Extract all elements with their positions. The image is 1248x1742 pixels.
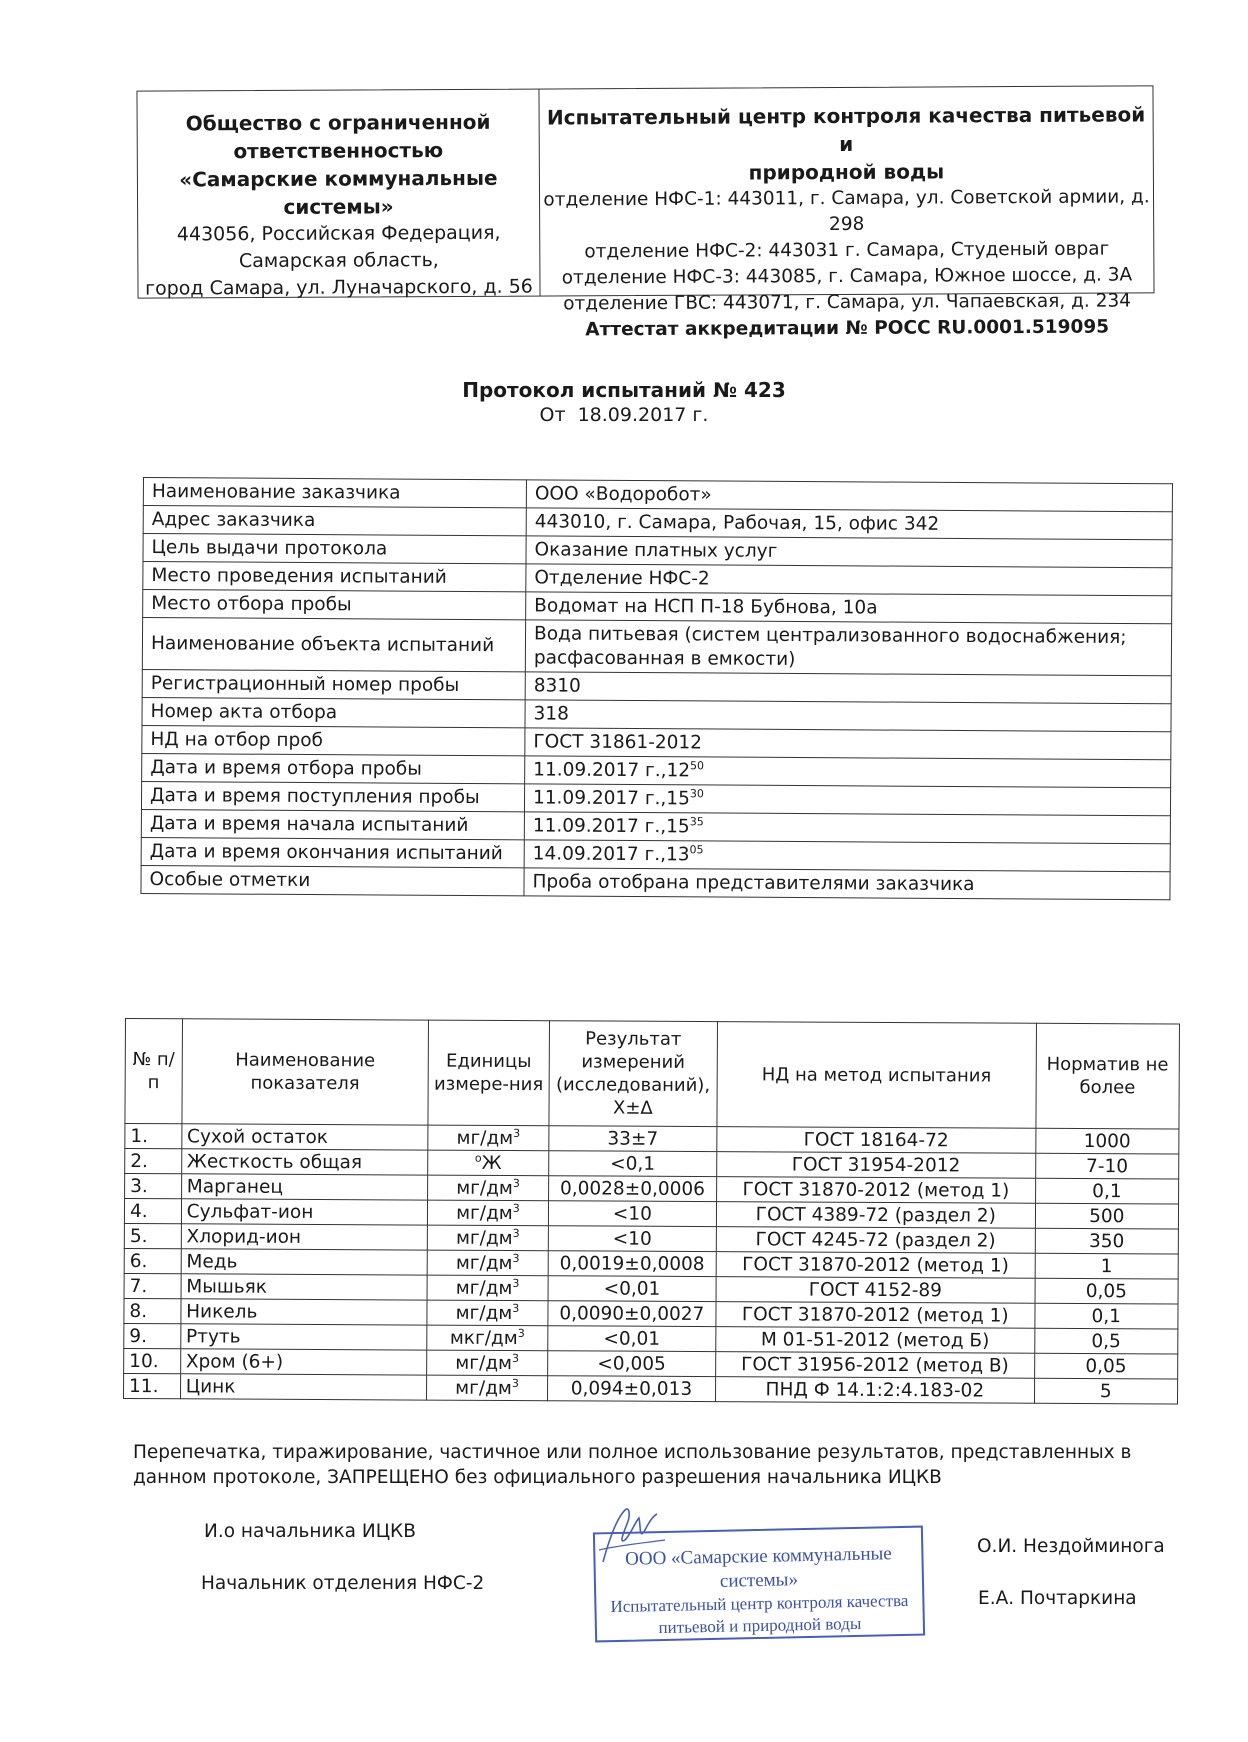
result-method: ГОСТ 4389-72 (раздел 2) [716,1202,1035,1229]
info-value [526,592,1172,624]
info-value [526,536,1172,568]
result-indicator: Медь [181,1249,428,1275]
result-norm: 0,5 [1034,1328,1178,1354]
unit-text: мг/дм [456,1177,513,1200]
lab-branch-line: 298 [828,213,865,236]
info-value-text: Оказание платных услуг [534,539,778,562]
result-unit [428,1175,549,1201]
info-value [525,756,1171,788]
date-prefix: От [539,404,566,426]
organization-stamp [593,1526,925,1643]
info-value-text: 11.09.2017 г.,15 [532,787,690,810]
result-value: 0,0090±0,0027 [548,1301,716,1327]
result-value: 33±7 [549,1126,717,1152]
result-method: ГОСТ 31870-2012 (метод 1) [716,1252,1035,1279]
info-value [524,812,1170,844]
result-norm: 0,1 [1035,1178,1179,1204]
info-key: Место отбора пробы [143,590,526,620]
result-number: 9. [124,1323,181,1348]
col-header-result: Результат измерений (исследований), Х±Δ [549,1021,718,1127]
col-header-number: № п/п [125,1019,182,1124]
result-unit [427,1300,548,1326]
result-unit [427,1375,548,1401]
result-number: 2. [125,1149,182,1174]
result-unit [428,1125,549,1151]
info-value [525,620,1171,676]
info-key: Адрес заказчика [143,506,526,536]
unit-exponent: 3 [511,1351,520,1365]
unit-text: Ж [481,1152,502,1174]
signatory-name: Е.А. Почтаркина [978,1588,1137,1609]
unit-text: мг/дм [456,1127,514,1150]
result-unit [428,1150,549,1176]
result-unit [427,1250,548,1276]
unit-text: мг/дм [455,1227,513,1250]
result-indicator: Сульфат-ион [181,1199,428,1225]
result-value: <10 [548,1226,716,1252]
org-address-line: город Самара, ул. Луначарского, д. 56 [145,275,533,300]
org-name-line: ответственностью [233,138,444,164]
result-indicator: Цинк [180,1374,427,1400]
time-minutes: 35 [689,815,704,829]
info-value [524,784,1170,816]
results-header-row [125,1019,1180,1130]
info-value-text: ООО «Водоробот» [534,483,712,506]
info-value-text: Водомат на НСП П-18 Бубнова, 10а [534,595,878,619]
unit-text: мг/дм [455,1352,513,1375]
lab-branch-line: отделение НФС-1: 443011, г. Самара, ул. Советской армии, д. [543,186,1150,211]
col-header-norm: Норматив не более [1036,1023,1180,1129]
result-number: 8. [124,1298,181,1323]
org-address-line: Самарская область, [238,249,439,273]
lab-branch-line: отделение НФС-3: 443085, г. Самара, Южное шоссе, д. 3А [561,264,1133,289]
lab-title-line: природной воды [748,159,945,185]
result-method: ПНД Ф 14.1:2:4.183-02 [715,1377,1034,1404]
results-table [123,1018,1180,1405]
result-method: М 01-51-2012 (метод Б) [716,1327,1035,1354]
unit-text: мкг/дм [449,1327,518,1350]
result-indicator: Хлорид-ион [181,1224,428,1250]
date-value: 18.09.2017 г. [577,404,709,426]
info-key: Цель выдачи протокола [143,534,526,564]
info-value [524,868,1170,900]
letterhead [136,85,1154,341]
unit-exponent: 3 [513,1126,521,1140]
info-value-text: Отделение НФС-2 [534,567,710,590]
unit-exponent: 3 [512,1301,520,1315]
result-norm: 1 [1035,1253,1179,1279]
unit-text: мг/дм [456,1202,513,1225]
unit-exponent: 3 [512,1176,520,1190]
time-minutes: 05 [689,843,704,857]
unit-exponent: 3 [511,1376,519,1390]
sample-info-table [140,477,1173,900]
result-value: 0,094±0,013 [547,1376,715,1402]
info-value-text: 318 [533,703,569,725]
info-value [526,480,1172,512]
result-number: 5. [124,1223,181,1248]
info-row [141,865,1170,899]
unit-text: мг/дм [455,1302,513,1325]
result-norm: 5 [1034,1378,1178,1404]
info-key: Номер акта отбора [142,697,525,727]
result-norm: 0,1 [1034,1303,1178,1329]
result-unit [427,1225,548,1251]
time-minutes: 50 [690,759,705,773]
result-indicator: Жесткость общая [181,1149,428,1175]
result-number: 11. [124,1373,181,1398]
accreditation: Аттестат аккредитации № РОСС RU.0001.519095 [585,316,1110,341]
info-value-text: 11.09.2017 г.,15 [532,815,690,838]
time-minutes: 30 [689,787,704,801]
info-value [524,840,1170,872]
info-key: Наименование заказчика [143,478,526,508]
result-method: ГОСТ 31870-2012 (метод 1) [717,1177,1036,1204]
col-header-method: НД на метод испытания [717,1022,1036,1129]
unit-text: мг/дм [455,1252,513,1275]
lab-block [539,86,1153,341]
info-row [142,618,1171,676]
result-indicator: Ртуть [180,1324,427,1350]
result-unit [427,1350,548,1376]
info-key: Дата и время поступления пробы [141,781,524,811]
stamp-line: питьевой и природной воды [658,1613,862,1638]
info-value-text: 11.09.2017 г.,12 [533,759,691,782]
info-key: Дата и время начала испытаний [141,809,524,839]
stamp-line: ООО «Самарские коммунальные системы» [624,1543,892,1592]
info-key: Особые отметки [141,865,524,895]
org-name-line: «Самарские коммунальные [179,165,498,192]
result-method: ГОСТ 31954-2012 [717,1152,1036,1179]
info-key: Место проведения испытаний [143,562,526,592]
lab-title-line: Испытательный центр контроля качества питьевой и [546,102,1146,156]
unit-exponent: 3 [512,1276,520,1290]
lab-branch-line: отделение ГВС: 443071, г. Самара, ул. Чапаевская, д. 234 [563,290,1132,315]
unit-text: мг/дм [455,1277,513,1300]
unit-degree: о [474,1151,482,1165]
stamp-line: Испытательный центр контроля качества [610,1590,909,1617]
result-indicator: Никель [181,1299,428,1325]
result-value: 0,0028±0,0006 [548,1176,716,1202]
result-indicator: Хром (6+) [180,1349,427,1375]
unit-exponent: 3 [512,1226,520,1240]
result-norm: 0,05 [1034,1353,1178,1379]
result-method: ГОСТ 4245-72 (раздел 2) [716,1227,1035,1254]
result-norm: 0,05 [1035,1278,1179,1304]
org-name-line: Общество с ограниченной [185,109,491,136]
info-value [526,564,1172,596]
info-value-text: ГОСТ 31861-2012 [533,731,703,754]
unit-text: мг/дм [455,1377,512,1400]
protocol-title: Протокол испытаний № 423 [462,378,786,402]
info-value [525,728,1171,760]
info-key: Наименование объекта испытаний [142,618,525,672]
info-value-text: 443010, г. Самара, Рабочая, 15, офис 342 [534,511,940,535]
info-value-text: Вода питьевая (систем централизованного водоснабжения; расфасованная в емкости) [533,623,1127,670]
unit-exponent: 3 [517,1326,525,1340]
org-block [137,90,540,298]
result-method: ГОСТ 31956-2012 (метод В) [716,1352,1035,1379]
protocol-date [0,404,1248,426]
col-header-indicator: Наименование показателя [182,1019,429,1125]
result-number: 1. [125,1124,182,1149]
result-number: 6. [124,1248,181,1273]
copyright-notice: Перепечатка, тиражирование, частичное или полное использование результатов, представленных в данном протоколе, ЗАПРЕЩЕНО без официального разрешения начальника ИЦКВ [133,1442,1132,1488]
result-value: <10 [548,1201,716,1227]
result-value: <0,005 [547,1351,715,1377]
result-norm: 1000 [1035,1128,1179,1154]
result-norm: 500 [1035,1203,1179,1229]
result-number: 3. [125,1174,182,1199]
result-indicator: Сухой остаток [182,1124,429,1150]
signatory-name: О.И. Нездойминога [977,1536,1165,1557]
unit-exponent: 3 [512,1251,520,1265]
result-method: ГОСТ 18164-72 [717,1127,1036,1154]
info-key: Дата и время отбора пробы [142,753,525,783]
org-name-line: системы» [283,194,394,219]
result-number: 7. [124,1273,181,1298]
result-indicator: Марганец [181,1174,428,1200]
result-value: <0,01 [548,1276,716,1302]
result-unit [428,1200,549,1226]
result-indicator: Мышьяк [181,1274,428,1300]
col-header-unit: Единицы измере-ния [428,1020,549,1126]
result-number: 4. [124,1199,181,1224]
result-value: 0,0019±0,0008 [548,1251,716,1277]
result-value: <0,01 [548,1326,716,1352]
lab-branch-line: отделение НФС-2: 443031 г. Самара, Студеный овраг [584,238,1110,263]
result-value: <0,1 [548,1151,716,1177]
result-number: 10. [124,1348,181,1373]
info-value [525,700,1171,732]
org-address-line: 443056, Российская Федерация, [176,221,501,246]
info-value [526,508,1172,540]
result-norm: 350 [1035,1228,1179,1254]
info-value-text: Проба отобрана представителями заказчика [532,871,975,896]
result-method: ГОСТ 31870-2012 (метод 1) [716,1302,1035,1329]
result-unit [427,1325,548,1351]
result-row [124,1373,1178,1404]
result-unit [427,1275,548,1301]
info-value [525,672,1171,704]
info-key: Регистрационный номер пробы [142,669,525,699]
unit-exponent: 3 [512,1201,520,1215]
signatory-role: Начальник отделения НФС-2 [201,1573,485,1594]
signatory-role: И.о начальника ИЦКВ [204,1521,416,1542]
result-norm: 7-10 [1035,1153,1179,1179]
info-key: Дата и время окончания испытаний [141,837,524,867]
result-method: ГОСТ 4152-89 [716,1277,1035,1304]
info-key: НД на отбор проб [142,725,525,755]
info-value-text: 8310 [533,675,581,697]
info-value-text: 14.09.2017 г.,13 [532,843,690,866]
